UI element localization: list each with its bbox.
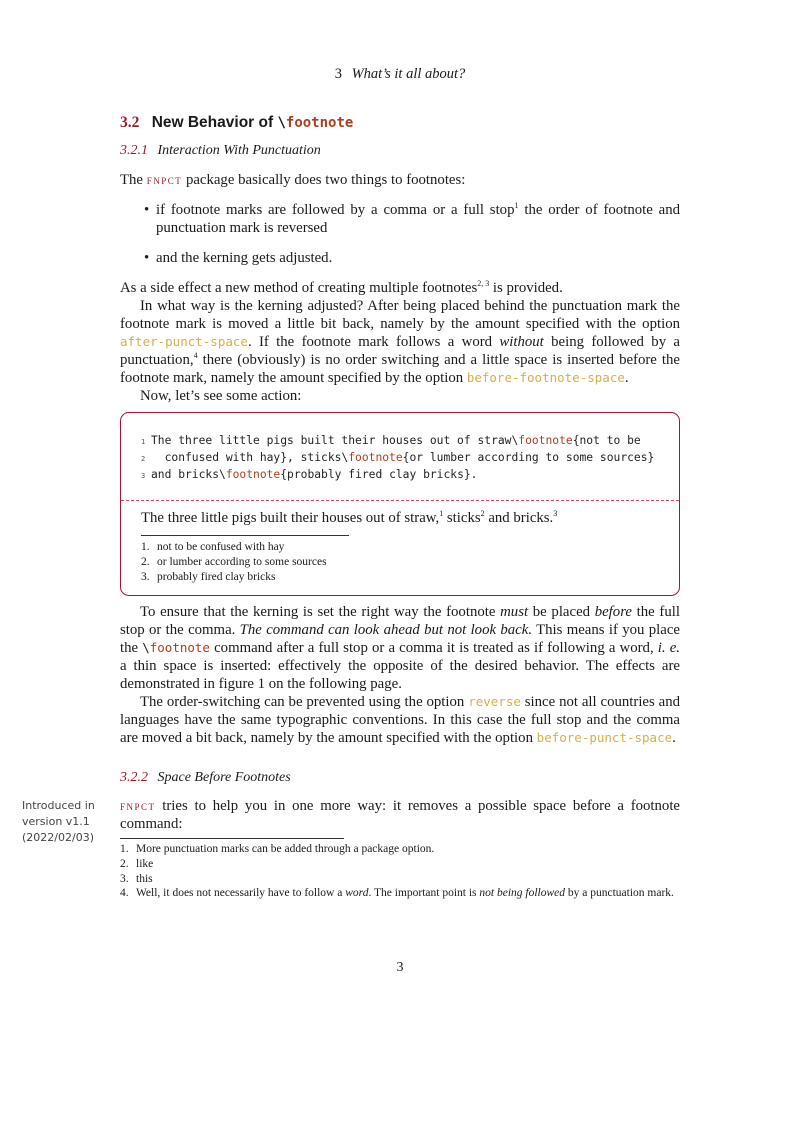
list-item: • and the kerning gets adjusted. <box>120 249 680 267</box>
example-footnotes <box>133 540 327 584</box>
list-item: • if footnote marks are followed by a comma or a full stop$^1$ the order of footnote and punctuation mark is reversed <box>120 201 680 237</box>
margin-note: Introduced in version v1.1 (2022/02/03) <box>22 799 95 844</box>
footnote-item: 1. More punctuation marks can be added through a package option. <box>120 843 435 855</box>
footnote-mark[interactable]: 4 <box>193 351 198 361</box>
package-name: fnpct <box>120 798 156 813</box>
paragraph-kerning: In what way is the kerning adjusted? After being placed behind the punctuation mark the footnote mark is moved a little bit back, namely by the amount specified with the option after-punct-space. If the footnote mark follows a word without being followed by a punctuation,$^4$ there (obviously) is no order switching and a little space is inserted before the footnote mark, namely the amount specified by the option before-footnote-space. <box>120 298 680 386</box>
subsection-title: Interaction With Punctuation <box>157 143 321 158</box>
page-number: 3 <box>396 960 404 975</box>
section-number: 3.2 <box>120 114 140 131</box>
package-name: fnpct <box>146 172 183 187</box>
subsection-heading-2 <box>120 770 291 786</box>
intro-paragraph: The fnpct package basically does two things to footnotes: <box>120 172 466 188</box>
paragraph-ensure: To ensure that the kerning is set the right way the footnote must be placed before the full stop or the comma. The command can look ahead but not look back. This means if you place the \footnote command after a full stop or a comma it is treated as if following a word, i. e. a thin space is inserted: effectively the opposite of the desired behavior. The effects are demonstrated in figure 1 on the following page. The order-switching can be prevented using the option reverse since not all countries and languages have the same typographic conventions. In this case the full stop and the comma are moved a bit back, namely by the amount specified with the option before-punct-space. <box>120 604 681 746</box>
section-heading <box>120 114 353 132</box>
footnote-item: 2. or lumber according to some sources <box>141 555 327 568</box>
section-command: \footnote <box>277 115 354 131</box>
footnote-command-ref: \footnote <box>142 640 210 655</box>
code-line: 2 confused with hay}, sticks\footnote{or lumber according to some sources} <box>141 451 655 464</box>
footnote-item: 4. Well, it does not necessarily have to follow a word. The important point is not being followed by a punctuation mark. <box>120 887 674 900</box>
footnote-rule <box>141 535 349 536</box>
option-reverse: reverse <box>468 694 521 709</box>
option-before-punct-space: before-punct-space <box>536 730 673 745</box>
footnote-item: 1. not to be confused with hay <box>141 541 285 553</box>
option-before-footnote-space: before-footnote-space <box>466 370 625 385</box>
example-result: The three little pigs built their houses out of straw,$^1$ sticks$^2$ and bricks.$^3$ <box>141 509 558 526</box>
code-line: 3 and bricks\footnote{probably fired clay bricks}. <box>141 468 478 481</box>
subsection-number: 3.2.1 <box>120 143 148 158</box>
page-footnote-rule <box>120 838 344 839</box>
example-box <box>120 412 680 596</box>
section-title: New Behavior of <box>151 114 274 131</box>
running-head-number: 3 <box>334 66 342 82</box>
paragraph-side-effect: As a side effect a new method of creating multiple footnotes$^{2, 3}$ is provided. In what way is the kerning adjusted? After being placed behind the punctuation mark the footnote mark is moved a little bit back, namely by the amount specified with the option after-punct-space. If the footnote mark follows a word without being followed by a punctuation,$^4$ there (obviously) is no order switching and a little space is inserted before the footnote mark, namely the amount specified by the option before-footnote-space. Now, let’s see some action: <box>120 279 680 404</box>
subsection-heading-1 <box>120 143 321 159</box>
footnote-item: 3. this <box>120 872 153 885</box>
dashed-divider <box>121 500 679 501</box>
footnote-item: 3. probably fired clay bricks <box>141 570 276 583</box>
page-footnotes <box>112 842 680 901</box>
running-head-title: What’s it all about? <box>351 66 466 82</box>
footnote-marks[interactable]: 2, 3 <box>477 279 490 289</box>
paragraph-space: fnpct tries to help you in one more way: it removes a possible space before a footnote command: <box>120 798 680 832</box>
bullet-list <box>120 201 680 267</box>
footnote-mark[interactable]: 1 <box>514 201 519 211</box>
code-listing <box>141 433 654 484</box>
subsection-title: Space Before Footnotes <box>157 770 291 785</box>
paragraph-action: Now, let’s see some action: <box>140 388 302 404</box>
code-line: 1 The three little pigs built their houses out of straw\footnote{not to be <box>141 434 641 447</box>
paragraph-reverse: The order-switching can be prevented using the option reverse since not all countries and languages have the same typographic conventions. In this case the full stop and the comma are moved a bit back, namely by the amount specified with the option before-punct-space. <box>120 694 680 746</box>
running-head <box>0 66 800 83</box>
option-after-punct-space: after-punct-space <box>120 334 248 349</box>
footnote-item: 2. like <box>120 857 154 870</box>
subsection-number: 3.2.2 <box>120 770 148 785</box>
